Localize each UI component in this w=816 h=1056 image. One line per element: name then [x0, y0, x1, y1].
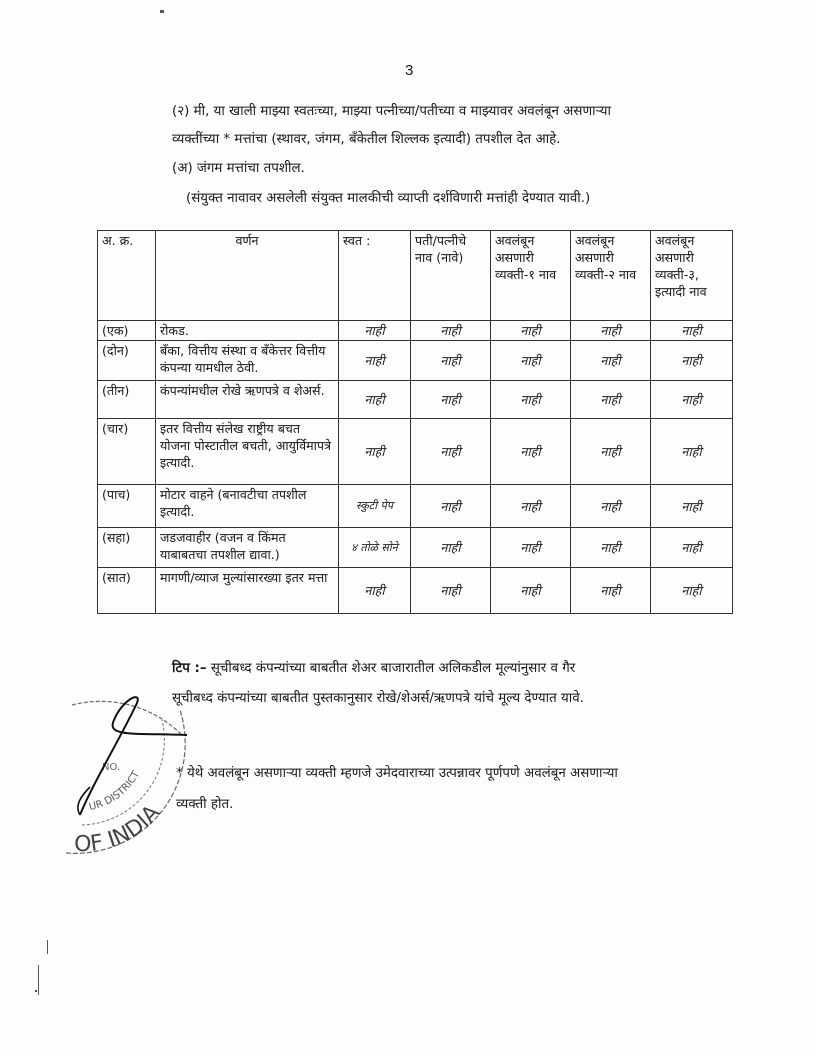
cell-dependent-1-value: नाही: [491, 419, 571, 485]
cell-dependent-2-value: नाही: [571, 341, 651, 381]
intro-line-1: (२) मी, या खाली माझ्या स्वतःच्या, माझ्या पत्नीच्या/पतीच्या व माझ्यावर अवलंबून असणाऱ्या: [172, 104, 611, 119]
seal-text-outer: OF INDIA: [73, 800, 166, 858]
cell-dependent-1-value: नाही: [491, 341, 571, 381]
cell-spouse-value: नाही: [411, 321, 491, 341]
header-self: स्वत :: [339, 231, 411, 321]
cell-description: जडजवाहीर (वजन व किंमत याबाबतचा तपशील द्यावा.): [156, 528, 339, 568]
table-row: [98, 419, 733, 485]
cell-self-value: स्कुटी पेप: [339, 485, 411, 528]
cell-dependent-3-value: नाही: [651, 321, 733, 341]
movable-assets-table: [97, 230, 733, 614]
cell-description: बँका, वित्तीय संस्था व बँकेत्तर वित्तीय कंपन्या यामधील ठेवी.: [156, 341, 339, 381]
table-row: [98, 321, 733, 341]
cell-dependent-1-value: नाही: [491, 485, 571, 528]
cell-serial: (तीन): [98, 381, 156, 419]
cell-description: इतर वित्तीय संलेख राष्ट्रीय बचत योजना पोस्टातील बचती, आयुर्विमापत्रे इत्यादी.: [156, 419, 339, 485]
note-line-1: [172, 660, 575, 678]
table-row: [98, 528, 733, 568]
table-row: [98, 341, 733, 381]
cell-dependent-2-value: नाही: [571, 568, 651, 614]
header-dependent-3: अवलंबून असणारी व्यक्ती-३, इत्यादी नाव: [651, 231, 733, 321]
cell-description: रोकड.: [156, 321, 339, 341]
cell-serial: (एक): [98, 321, 156, 341]
note-text-1: सूचीबध्द कंपन्यांच्या बाबतीत शेअर बाजारातील अलिकडील मूल्यांनुसार व गैर: [210, 661, 576, 676]
cell-description: मोटार वाहने (बनावटीचा तपशील इत्यादी.: [156, 485, 339, 528]
header-spouse: पती/पत्नीचे नाव (नावे): [411, 231, 491, 321]
cell-dependent-3-value: नाही: [651, 528, 733, 568]
cell-spouse-value: नाही: [411, 381, 491, 419]
header-dependent-2: अवलंबून असणारी व्यक्ती-२ नाव: [571, 231, 651, 321]
cell-dependent-2-value: नाही: [571, 321, 651, 341]
cell-serial: (सहा): [98, 528, 156, 568]
cell-spouse-value: नाही: [411, 568, 491, 614]
cell-description: मागणी/व्याज मुल्यांसारख्या इतर मत्ता: [156, 568, 339, 614]
header-dependent-1: अवलंबून असणारी व्यक्ती-१ नाव: [491, 231, 571, 321]
header-description: वर्णन: [156, 231, 339, 321]
cell-description: कंपन्यांमधील रोखे ऋणपत्रे व शेअर्स.: [156, 381, 339, 419]
official-seal-stamp: [62, 675, 187, 860]
table-header-row: [98, 231, 733, 321]
cell-dependent-2-value: नाही: [571, 419, 651, 485]
cell-dependent-1-value: नाही: [491, 321, 571, 341]
header-serial: अ. क्र.: [98, 231, 156, 321]
cell-self-value: ४ तोळे सोने: [339, 528, 411, 568]
cell-dependent-1-value: नाही: [491, 528, 571, 568]
cell-spouse-value: नाही: [411, 528, 491, 568]
cell-dependent-3-value: नाही: [651, 485, 733, 528]
cell-self-value: नाही: [339, 419, 411, 485]
table-row: [98, 485, 733, 528]
cell-dependent-3-value: नाही: [651, 341, 733, 381]
seal-text-no: NO.: [102, 762, 121, 773]
page-number: 3: [405, 62, 414, 79]
cell-dependent-3-value: नाही: [651, 381, 733, 419]
cell-self-value: नाही: [339, 321, 411, 341]
cell-dependent-2-value: नाही: [571, 528, 651, 568]
cell-spouse-value: नाही: [411, 419, 491, 485]
note-line-2: सूचीबध्द कंपन्यांच्या बाबतीत पुस्तकानुसार रोखे/शेअर्स/ऋणपत्रे यांचे मूल्य देण्यात यावे.: [172, 691, 584, 706]
cell-dependent-2-value: नाही: [571, 381, 651, 419]
cell-dependent-2-value: नाही: [571, 485, 651, 528]
footnote-line-1: * येथे अवलंबून असणाऱ्या व्यक्ती म्हणजे उमेदवाराच्या उत्पन्नावर पूर्णपणे अवलंबून असणाऱ्या: [176, 766, 618, 781]
cell-serial: (चार): [98, 419, 156, 485]
cell-serial: (सात): [98, 568, 156, 614]
cell-dependent-3-value: नाही: [651, 568, 733, 614]
cell-dependent-1-value: नाही: [491, 568, 571, 614]
note-label: टिप :–: [172, 661, 207, 676]
seal-text-inner: UR DISTRICT: [88, 769, 143, 814]
intro-line-4: (संयुक्त नावावर असलेली संयुक्त मालकीची व्याप्ती दर्शविणारी मत्तांही देण्यात यावी.): [186, 191, 591, 206]
footnote-line-2: व्यक्ती होत.: [176, 797, 234, 812]
table-row: [98, 381, 733, 419]
intro-line-2: व्यक्तींच्या * मत्तांचा (स्थावर, जंगम, बँकेतील शिल्लक इत्यादी) तपशील देत आहे.: [172, 132, 561, 147]
cell-spouse-value: नाही: [411, 485, 491, 528]
cell-serial: (दोन): [98, 341, 156, 381]
cell-self-value: नाही: [339, 381, 411, 419]
cell-self-value: नाही: [339, 341, 411, 381]
cell-dependent-1-value: नाही: [491, 381, 571, 419]
cell-self-value: नाही: [339, 568, 411, 614]
cell-serial: (पाच): [98, 485, 156, 528]
cell-dependent-3-value: नाही: [651, 419, 733, 485]
section-heading: (अ) जंगम मत्तांचा तपशील.: [172, 161, 305, 176]
cell-spouse-value: नाही: [411, 341, 491, 381]
table-row: [98, 568, 733, 614]
